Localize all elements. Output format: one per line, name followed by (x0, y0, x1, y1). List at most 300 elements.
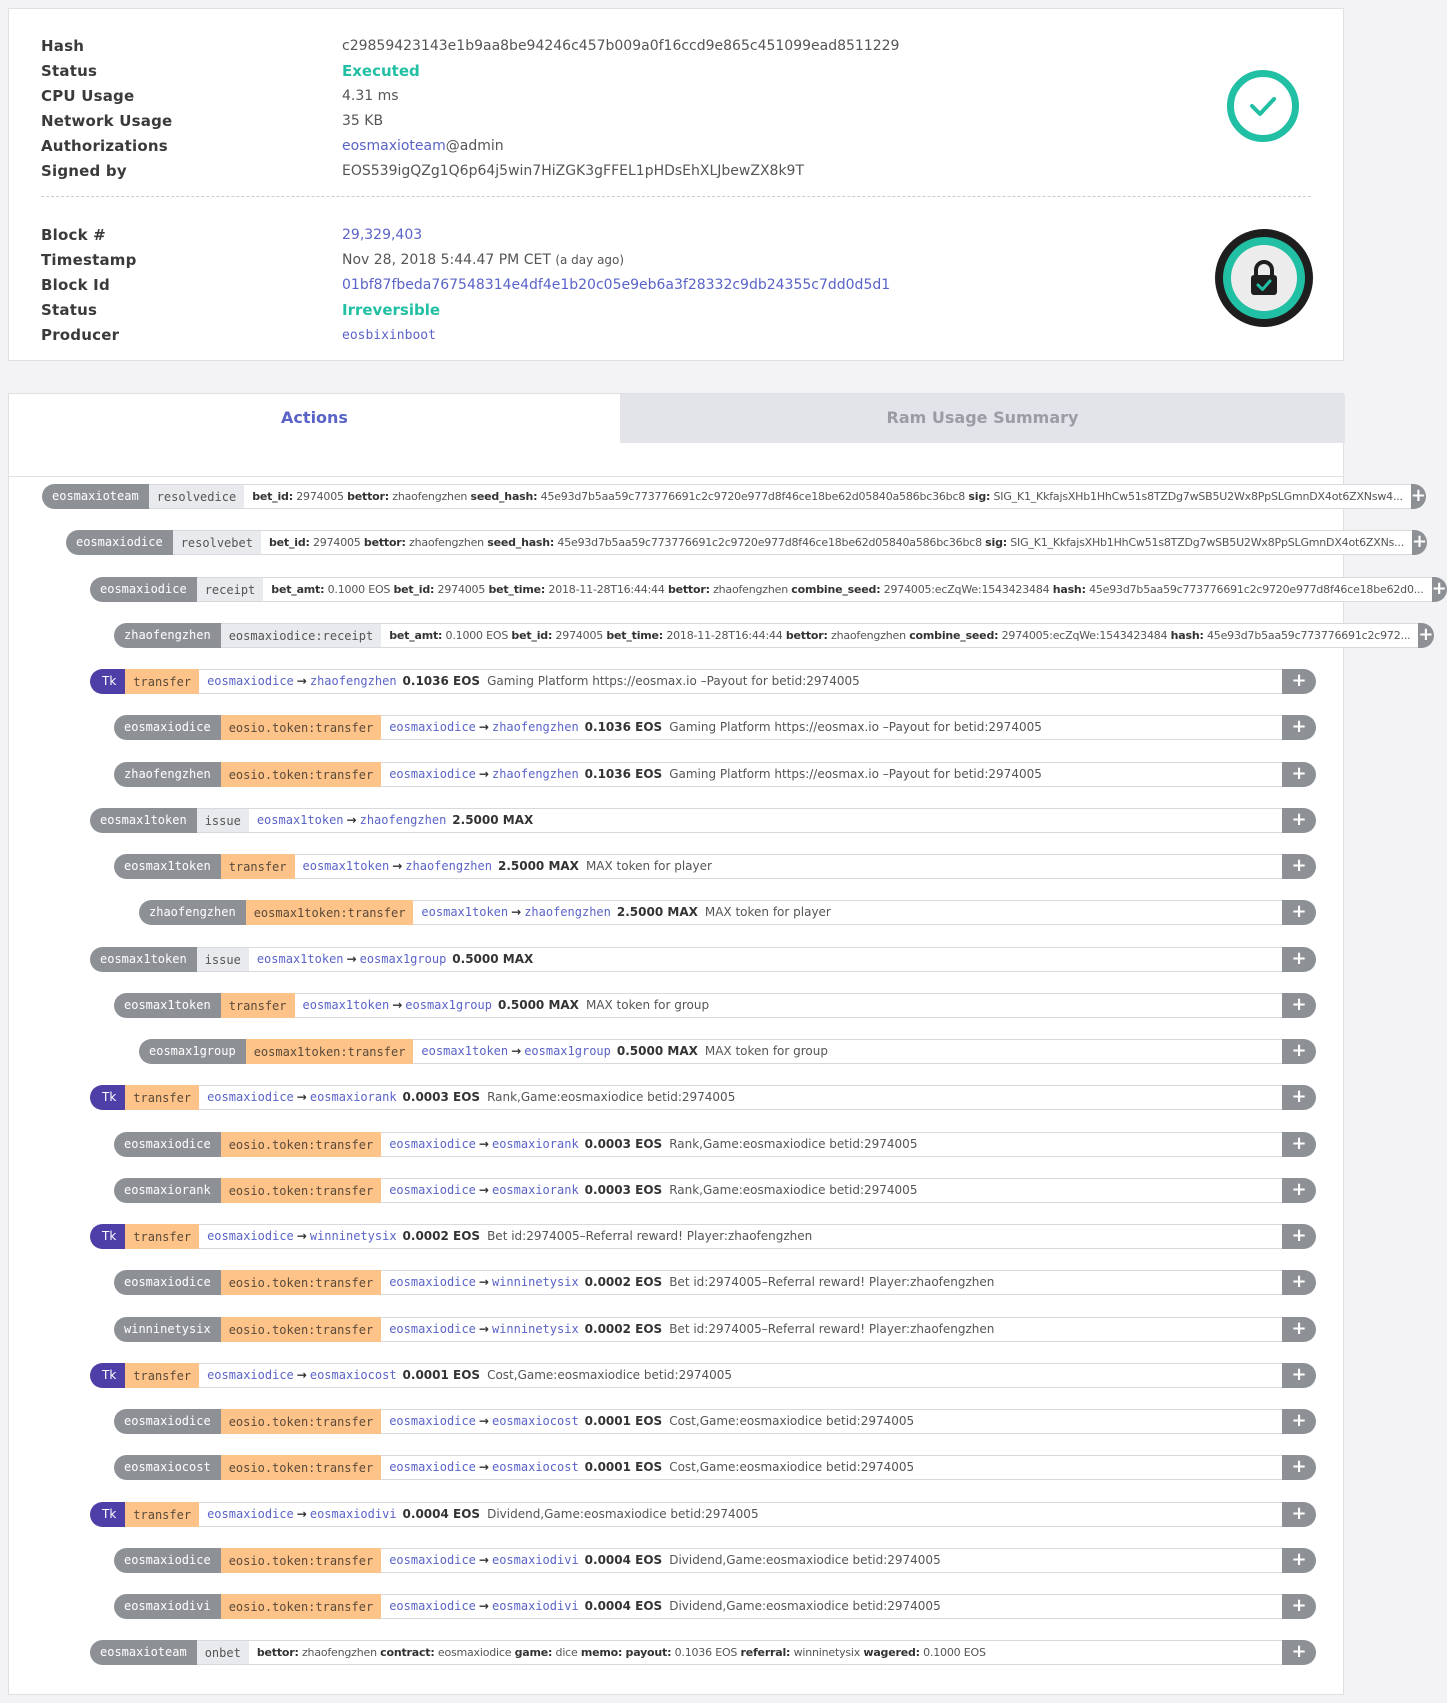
block-number-link[interactable]: 29,329,403 (342, 227, 423, 243)
param-value: 45e93d7b5aa59c773776691c2c9720e977d8f46ce18be62d05840a586bc36bc8 (557, 536, 982, 550)
block-id-label: Block Id (41, 276, 110, 294)
action-name: receipt (197, 577, 264, 602)
action-row (139, 1039, 1316, 1064)
param-key: bet_amt: (271, 582, 325, 596)
plus-icon[interactable]: + (1282, 1594, 1316, 1619)
tab-ram-usage-summary[interactable]: Ram Usage Summary (620, 394, 1345, 443)
param-value: 2974005 (296, 490, 344, 503)
param-key: bet_id: (393, 582, 435, 596)
param-value: winninetysix (793, 1646, 861, 1660)
tab-actions[interactable]: Actions (9, 394, 620, 443)
action-content (263, 577, 1431, 602)
param-value: 2018-11-28T16:44:44 (666, 628, 783, 642)
transfer-memo: MAX token for player (585, 859, 712, 873)
transfer-amount: 0.5000 MAX (497, 997, 579, 1012)
transfer-amount: 0.0001 EOS (584, 1414, 663, 1428)
action-row (139, 900, 1316, 925)
transfer-memo: Gaming Platform https://eosmax.io –Payout for betid:2974005 (669, 720, 1042, 735)
to-account-link[interactable]: eosmaxiorank (491, 1182, 579, 1197)
to-account-link[interactable]: eosmaxiorank (491, 1136, 579, 1151)
signed-by-value: EOS539igQZg1Q6p64j5win7HiZGK3gFFEL1pHDsEhXLJbewZX8k9T (342, 163, 805, 179)
param-key: combine_seed: (791, 582, 881, 596)
plus-icon[interactable]: + (1282, 1548, 1316, 1573)
param-value: zhaofengzhen (713, 582, 788, 596)
action-content (249, 808, 1282, 833)
to-account-link[interactable]: eosmaxiodivi (491, 1599, 579, 1613)
action-content (199, 1224, 1282, 1249)
param-key: bettor: (667, 582, 710, 596)
to-account-link[interactable]: eosmaxiorank (309, 1090, 397, 1105)
action-row (90, 1224, 1316, 1249)
transfer-amount: 0.0003 EOS (402, 1090, 481, 1105)
param-value: zhaofengzhen (301, 1646, 377, 1660)
param-value: zhaofengzhen (831, 628, 906, 642)
to-account-link[interactable]: eosmax1group (524, 1044, 611, 1058)
param-key: bet_id: (511, 628, 553, 642)
action-row (90, 1640, 1316, 1665)
tab-divider (9, 476, 1343, 477)
plus-icon[interactable]: + (1282, 1502, 1316, 1527)
action-name: issue (197, 808, 249, 833)
action-content (381, 1409, 1282, 1434)
from-account-link[interactable]: eosmaxiodice (389, 766, 476, 781)
action-name: eosio.token:transfer (221, 1178, 382, 1203)
action-row (114, 715, 1316, 740)
param-value: zhaofengzhen (392, 490, 468, 503)
hash-label: Hash (41, 37, 85, 55)
action-actor[interactable]: eosmaxioteam (42, 484, 149, 509)
arrow-right-icon: → (296, 1090, 307, 1105)
action-actor[interactable]: eosmaxiodice (90, 577, 197, 602)
param-key: bettor: (363, 536, 406, 550)
action-content (249, 1640, 1282, 1665)
param-value: 0.1000 EOS (327, 582, 391, 596)
arrow-right-icon: → (296, 674, 307, 688)
action-actor[interactable]: eosmaxiodice (114, 1409, 221, 1434)
from-account-link[interactable]: eosmaxiodice (389, 1599, 476, 1613)
action-content (199, 1502, 1282, 1527)
token-badge: Tk (90, 1363, 125, 1388)
param-key: contract: (380, 1646, 435, 1660)
param-value: 45e93d7b5aa59c773776691c2c9720e977d8f46ce18be62d0... (1089, 582, 1424, 596)
transfer-memo: MAX token for group (585, 997, 710, 1012)
from-account-link[interactable]: eosmax1token (256, 951, 344, 966)
action-actor[interactable]: eosmaxioteam (90, 1640, 197, 1665)
arrow-right-icon: → (392, 859, 403, 873)
action-actor[interactable]: zhaofengzhen (139, 900, 246, 925)
transfer-memo: Dividend,Game:eosmaxiodice betid:2974005 (487, 1506, 759, 1521)
action-name: transfer (125, 1085, 199, 1110)
action-actor[interactable]: zhaofengzhen (114, 623, 221, 648)
action-name: eosio.token:transfer (221, 1455, 382, 1480)
action-name: eosio.token:transfer (221, 1548, 382, 1573)
transfer-memo: MAX token for player (704, 905, 831, 920)
action-actor[interactable]: eosmaxiocost (114, 1455, 221, 1480)
param-value: 0.1036 EOS (674, 1646, 738, 1660)
action-row (90, 1502, 1316, 1527)
action-row (114, 762, 1316, 787)
param-key: payout: (625, 1646, 672, 1660)
param-value: SIG_K1_KkfajsXHb1HhCw51s8TZDg7wSB5U2Wx8PpSLGmnDX4ot6ZXNsw4... (993, 490, 1403, 503)
block-status-label: Status (41, 301, 98, 319)
arrow-right-icon: → (478, 1552, 489, 1567)
action-actor[interactable]: eosmaxiodice (66, 530, 173, 555)
from-account-link[interactable]: eosmax1token (421, 1044, 509, 1058)
action-name: eosio.token:transfer (221, 715, 382, 740)
token-badge: Tk (90, 1502, 125, 1527)
param-value: 2974005:ecZqWe:1543423484 (883, 582, 1050, 596)
action-actor[interactable]: eosmaxiorank (114, 1178, 221, 1203)
plus-icon[interactable]: + (1282, 808, 1316, 833)
status-label: Status (41, 62, 98, 80)
transfer-amount: 0.0004 EOS (584, 1599, 663, 1613)
action-name: transfer (125, 1224, 199, 1249)
signed-by-label: Signed by (41, 162, 127, 180)
param-value: 2974005 (313, 536, 361, 550)
transfer-amount: 0.5000 MAX (616, 1044, 698, 1058)
action-row (114, 993, 1316, 1018)
to-account-link[interactable]: eosmax1group (405, 997, 492, 1012)
action-name: transfer (221, 993, 295, 1018)
param-key: sig: (968, 490, 991, 503)
param-key: bet_time: (606, 628, 664, 642)
timestamp-relative: (a day ago) (555, 253, 625, 267)
transfer-amount: 0.0002 EOS (584, 1321, 663, 1336)
to-account-link[interactable]: eosmax1group (359, 951, 447, 966)
from-account-link[interactable]: eosmax1token (302, 997, 390, 1012)
action-name: onbet (197, 1640, 249, 1665)
plus-icon[interactable]: + (1282, 854, 1316, 879)
from-account-link[interactable]: eosmax1token (421, 905, 509, 920)
authorizations-label: Authorizations (41, 137, 168, 155)
plus-icon[interactable]: + (1282, 993, 1316, 1018)
arrow-right-icon: → (296, 1367, 307, 1382)
arrow-right-icon: → (478, 1460, 489, 1475)
plus-icon[interactable]: + (1282, 1178, 1316, 1203)
action-row (114, 1594, 1316, 1619)
action-name: transfer (125, 1363, 199, 1388)
action-content (295, 993, 1283, 1018)
arrow-right-icon: → (478, 1599, 489, 1613)
transfer-amount: 0.0004 EOS (402, 1506, 481, 1521)
param-key: bet_id: (252, 490, 293, 503)
action-actor[interactable]: eosmax1token (114, 993, 221, 1018)
action-actor[interactable]: eosmax1token (90, 808, 197, 833)
action-row (90, 577, 1447, 602)
action-name: transfer (125, 669, 199, 694)
action-name: eosio.token:transfer (221, 762, 382, 787)
to-account-link[interactable]: zhaofengzhen (405, 859, 492, 873)
action-actor[interactable]: eosmaxiodivi (114, 1594, 221, 1619)
arrow-right-icon: → (511, 905, 522, 920)
action-actor[interactable]: eosmax1group (139, 1039, 246, 1064)
param-key: referral: (740, 1646, 791, 1660)
timestamp-absolute: Nov 28, 2018 5:44.47 PM CET (342, 252, 551, 268)
param-key: bet_amt: (389, 628, 443, 642)
action-content (381, 762, 1282, 787)
plus-icon[interactable]: + (1282, 1409, 1316, 1434)
action-content (381, 1317, 1282, 1342)
action-content (199, 1085, 1282, 1110)
transfer-amount: 2.5000 MAX (452, 812, 534, 827)
to-account-link[interactable]: winninetysix (309, 1229, 397, 1243)
param-key: sig: (985, 536, 1007, 550)
plus-icon[interactable]: + (1282, 1455, 1316, 1480)
authorization-permission: @admin (445, 138, 504, 154)
to-account-link[interactable]: eosmaxiocost (491, 1414, 579, 1428)
action-name: eosio.token:transfer (221, 1270, 382, 1295)
block-status-value: Irreversible (342, 301, 441, 319)
transfer-memo: Gaming Platform https://eosmax.io –Payout for betid:2974005 (487, 674, 860, 688)
plus-icon[interactable]: + (1282, 947, 1316, 972)
action-name: transfer (221, 854, 295, 879)
transfer-memo: Rank,Game:eosmaxiodice betid:2974005 (487, 1090, 736, 1105)
to-account-link[interactable]: eosmaxiodivi (309, 1506, 397, 1521)
action-row (90, 947, 1316, 972)
arrow-right-icon: → (346, 812, 357, 827)
param-key: hash: (1170, 628, 1204, 642)
to-account-link[interactable]: zhaofengzhen (309, 674, 397, 688)
action-row (114, 1409, 1316, 1434)
producer-link[interactable]: eosbixinboot (342, 328, 436, 343)
arrow-right-icon: → (478, 1182, 489, 1197)
cpu-label: CPU Usage (41, 87, 135, 105)
plus-icon[interactable]: + (1282, 715, 1316, 740)
from-account-link[interactable]: eosmaxiodice (389, 1321, 476, 1336)
arrow-right-icon: → (511, 1044, 522, 1058)
timestamp-value (342, 248, 624, 273)
transfer-memo: Gaming Platform https://eosmax.io –Payout for betid:2974005 (669, 766, 1042, 781)
plus-icon[interactable]: + (1418, 623, 1433, 648)
to-account-link[interactable]: eosmaxiocost (491, 1460, 579, 1475)
action-row (114, 1317, 1316, 1342)
param-key: bet_id: (268, 536, 310, 550)
to-account-link[interactable]: zhaofengzhen (491, 720, 579, 735)
arrow-right-icon: → (478, 766, 489, 781)
transfer-amount: 0.0003 EOS (584, 1182, 663, 1197)
plus-icon[interactable]: + (1282, 1085, 1316, 1110)
action-content (381, 1455, 1282, 1480)
param-value: 2974005 (555, 628, 604, 642)
arrow-right-icon: → (478, 1275, 489, 1290)
action-content (381, 1270, 1282, 1295)
from-account-link[interactable]: eosmax1token (302, 859, 390, 873)
transfer-memo: Rank,Game:eosmaxiodice betid:2974005 (669, 1136, 918, 1151)
cpu-value: 4.31 ms (342, 88, 399, 104)
producer-label: Producer (41, 326, 120, 344)
arrow-right-icon: → (478, 720, 489, 735)
plus-icon[interactable]: + (1412, 530, 1427, 555)
action-row (114, 1270, 1316, 1295)
transaction-summary-card (8, 8, 1344, 361)
from-account-link[interactable]: eosmaxiodice (207, 674, 294, 688)
authorizations-value (342, 134, 504, 159)
to-account-link[interactable]: winninetysix (491, 1321, 579, 1336)
action-row (114, 623, 1434, 648)
action-content (381, 1548, 1282, 1573)
arrow-right-icon: → (296, 1506, 307, 1521)
transfer-memo: Bet id:2974005–Referral reward! Player:zhaofengzhen (669, 1321, 995, 1336)
action-name: eosmaxiodice:receipt (221, 623, 382, 648)
action-name: resolvebet (173, 530, 261, 555)
action-row (114, 1178, 1316, 1203)
transfer-amount: 0.0002 EOS (402, 1229, 481, 1243)
action-content (413, 1039, 1282, 1064)
plus-icon[interactable]: + (1282, 1640, 1316, 1665)
action-content (199, 1363, 1282, 1388)
from-account-link[interactable]: eosmaxiodice (207, 1367, 294, 1382)
action-row (90, 1085, 1316, 1110)
param-key: memo: (580, 1646, 623, 1660)
action-actor[interactable]: eosmax1token (90, 947, 197, 972)
action-row (114, 1455, 1316, 1480)
param-key: hash: (1052, 582, 1086, 596)
plus-icon[interactable]: + (1282, 762, 1316, 787)
transfer-memo: Bet id:2974005–Referral reward! Player:zhaofengzhen (487, 1229, 813, 1243)
action-actor[interactable]: eosmaxiodice (114, 715, 221, 740)
action-actor[interactable]: zhaofengzhen (114, 762, 221, 787)
param-value: dice (555, 1646, 578, 1660)
transfer-amount: 0.0001 EOS (402, 1367, 481, 1382)
arrow-right-icon: → (478, 1414, 489, 1428)
action-content (261, 530, 1412, 555)
action-name: resolvedice (149, 484, 244, 509)
to-account-link[interactable]: zhaofengzhen (491, 766, 579, 781)
action-actor[interactable]: winninetysix (114, 1317, 221, 1342)
from-account-link[interactable]: eosmaxiodice (389, 1182, 476, 1197)
param-value: zhaofengzhen (409, 536, 484, 550)
from-account-link[interactable]: eosmaxiodice (389, 1414, 476, 1428)
param-key: bet_time: (488, 582, 546, 596)
action-content (249, 947, 1282, 972)
transfer-memo: Dividend,Game:eosmaxiodice betid:2974005 (669, 1552, 941, 1567)
block-id-link[interactable]: 01bf87fbeda767548314e4df4e1b20c05e9eb6a3f28332c9db24355c7dd0d5d1 (342, 277, 891, 293)
action-row (114, 1132, 1316, 1157)
plus-icon[interactable]: + (1411, 484, 1426, 509)
transfer-amount: 0.0001 EOS (584, 1460, 663, 1475)
transfer-memo: Cost,Game:eosmaxiodice betid:2974005 (669, 1414, 915, 1428)
transfer-amount: 2.5000 MAX (497, 859, 579, 873)
action-actor[interactable]: eosmax1token (114, 854, 221, 879)
to-account-link[interactable]: zhaofengzhen (359, 812, 447, 827)
plus-icon[interactable]: + (1282, 669, 1316, 694)
plus-icon[interactable]: + (1282, 1039, 1316, 1064)
action-actor[interactable]: eosmaxiodice (114, 1270, 221, 1295)
plus-icon[interactable]: + (1282, 1224, 1316, 1249)
hash-value: c29859423143e1b9aa8be94246c457b009a0f16ccd9e865c451099ead8511229 (342, 38, 900, 54)
token-badge: Tk (90, 1085, 125, 1110)
transfer-amount: 0.0002 EOS (584, 1275, 663, 1290)
param-value: eosmaxiodice (437, 1646, 512, 1660)
param-value: 45e93d7b5aa59c773776691c2c9720e977d8f46ce18be62d05840a586bc36bc8 (540, 490, 966, 503)
to-account-link[interactable]: zhaofengzhen (524, 905, 611, 920)
plus-icon[interactable]: + (1282, 1132, 1316, 1157)
action-row (90, 669, 1316, 694)
authorization-actor-link[interactable]: eosmaxioteam (342, 138, 446, 154)
transfer-amount: 0.1036 EOS (584, 720, 663, 735)
action-row (90, 1363, 1316, 1388)
param-key: seed_hash: (487, 536, 555, 550)
token-badge: Tk (90, 1224, 125, 1249)
arrow-right-icon: → (296, 1229, 307, 1243)
arrow-right-icon: → (478, 1321, 489, 1336)
param-value: 2974005:ecZqWe:1543423484 (1001, 628, 1168, 642)
action-name: eosio.token:transfer (221, 1409, 382, 1434)
param-key: bettor: (256, 1646, 299, 1660)
action-row (90, 808, 1316, 833)
token-badge: Tk (90, 669, 125, 694)
from-account-link[interactable]: eosmaxiodice (389, 720, 476, 735)
param-value: 0.1000 EOS (923, 1646, 986, 1660)
action-content (381, 1594, 1282, 1619)
action-content (413, 900, 1282, 925)
network-label: Network Usage (41, 112, 173, 130)
action-name: eosio.token:transfer (221, 1594, 382, 1619)
timestamp-label: Timestamp (41, 251, 137, 269)
actions-card (8, 393, 1447, 1695)
plus-icon[interactable]: + (1282, 1270, 1316, 1295)
transfer-amount: 0.0003 EOS (584, 1136, 663, 1151)
action-name: issue (197, 947, 249, 972)
param-value: 0.1000 EOS (445, 628, 509, 642)
action-actor[interactable]: eosmaxiodice (114, 1132, 221, 1157)
to-account-link[interactable]: winninetysix (491, 1275, 579, 1290)
action-name: transfer (125, 1502, 199, 1527)
to-account-link[interactable]: eosmaxiocost (309, 1367, 397, 1382)
action-content (381, 1178, 1282, 1203)
action-row (66, 530, 1428, 555)
transfer-memo: Cost,Game:eosmaxiodice betid:2974005 (669, 1460, 915, 1475)
param-value: 2974005 (437, 582, 486, 596)
to-account-link[interactable]: eosmaxiodivi (491, 1552, 579, 1567)
arrow-right-icon: → (346, 951, 357, 966)
transfer-memo: Rank,Game:eosmaxiodice betid:2974005 (669, 1182, 918, 1197)
transfer-memo: Bet id:2974005–Referral reward! Player:zhaofengzhen (669, 1275, 995, 1290)
lock-icon (1215, 229, 1313, 327)
network-value: 35 KB (342, 113, 384, 129)
transfer-amount: 0.0004 EOS (584, 1552, 663, 1567)
from-account-link[interactable]: eosmaxiodice (389, 1275, 476, 1290)
block-number-label: Block # (41, 226, 106, 244)
action-row (42, 484, 1426, 509)
param-key: wagered: (863, 1646, 920, 1660)
action-actor[interactable]: eosmaxiodice (114, 1548, 221, 1573)
transfer-memo: Dividend,Game:eosmaxiodice betid:2974005 (669, 1599, 941, 1613)
transfer-amount: 0.5000 MAX (452, 951, 534, 966)
from-account-link[interactable]: eosmaxiodice (207, 1090, 294, 1105)
transfer-memo: MAX token for group (704, 1044, 828, 1058)
plus-icon[interactable]: + (1282, 1317, 1316, 1342)
action-content (381, 623, 1418, 648)
param-key: bettor: (347, 490, 389, 503)
plus-icon[interactable]: + (1282, 900, 1316, 925)
from-account-link[interactable]: eosmaxiodice (207, 1506, 294, 1521)
action-row (114, 854, 1316, 879)
from-account-link[interactable]: eosmaxiodice (389, 1460, 476, 1475)
plus-icon[interactable]: + (1432, 577, 1447, 602)
check-circle-icon (1227, 70, 1299, 142)
param-key: combine_seed: (909, 628, 999, 642)
action-content (199, 669, 1282, 694)
action-row (114, 1548, 1316, 1573)
from-account-link[interactable]: eosmaxiodice (389, 1552, 476, 1567)
from-account-link[interactable]: eosmax1token (256, 812, 344, 827)
from-account-link[interactable]: eosmaxiodice (207, 1229, 294, 1243)
action-content (295, 854, 1283, 879)
from-account-link[interactable]: eosmaxiodice (389, 1136, 476, 1151)
transfer-memo: Cost,Game:eosmaxiodice betid:2974005 (487, 1367, 733, 1382)
plus-icon[interactable]: + (1282, 1363, 1316, 1388)
